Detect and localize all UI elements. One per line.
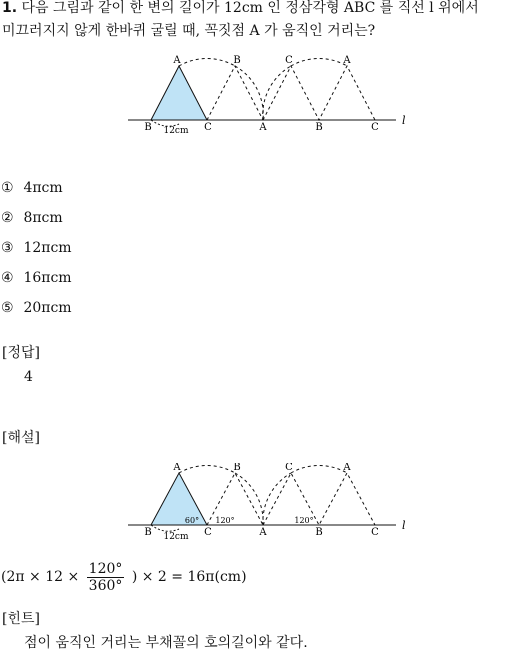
sol-bottom-c2: C [371, 527, 379, 538]
fig1-bottom-c2: C [371, 122, 379, 133]
option-1-text: 4πcm [23, 180, 63, 196]
answer-value: 4 [24, 369, 33, 385]
solution-formula [1, 557, 247, 597]
sol-top-a2: A [343, 463, 351, 473]
problem-line-2: 미끄러지지 않게 한바퀴 굴릴 때, 꼭짓점 A 가 움직인 거리는? [2, 23, 376, 39]
hint-text: 점이 움직인 거리는 부채꼴의 호의길이와 같다. [24, 635, 308, 651]
fig1-bottom-a: A [259, 122, 267, 133]
option-1[interactable] [1, 178, 63, 198]
fig1-top-a2: A [343, 55, 351, 66]
formula-suffix: ) × 2 = 16π(cm) [131, 569, 247, 585]
answer-heading: [정답] [2, 345, 40, 361]
fig1-bottom-b2: B [315, 122, 323, 133]
option-4[interactable] [1, 268, 72, 288]
dashed-triangle-2 [207, 66, 263, 120]
sol-bottom-b2: B [315, 527, 323, 538]
option-3-text: 12πcm [23, 240, 72, 256]
fig1-bottom-c1: C [204, 122, 212, 133]
fig1-bottom-b1: B [144, 122, 152, 133]
option-3-mark: ③ [1, 240, 14, 256]
sol-top-c: C [285, 463, 293, 473]
sol-top-b: B [233, 463, 241, 473]
fig1-side-length: 12cm [163, 126, 189, 136]
sol-line-l: l [402, 519, 406, 532]
hint-heading: [힌트] [2, 611, 40, 627]
option-2-text: 8πcm [23, 210, 63, 226]
problem-line-1 [2, 0, 479, 19]
angle-120-b: 120° [294, 516, 314, 525]
fig1-top-b: B [233, 55, 241, 66]
option-5-text: 20πcm [23, 300, 72, 316]
problem-text-1: 다음 그림과 같이 한 변의 길이가 12cm 인 정삼각형 ABC 를 직선 l 위에서 [21, 0, 479, 16]
sol-bottom-b1: B [144, 527, 152, 538]
arc-1 [179, 58, 235, 66]
formula-fraction [87, 561, 125, 594]
problem-number: 1. [2, 0, 18, 16]
option-2[interactable] [1, 208, 63, 228]
option-4-mark: ④ [1, 270, 14, 286]
option-2-mark: ② [1, 210, 14, 226]
option-1-mark: ① [1, 180, 14, 196]
sol-bottom-a: A [259, 527, 267, 538]
option-5-mark: ⑤ [1, 300, 14, 316]
sol-top-a1: A [173, 463, 181, 473]
sol-side-length: 12cm [163, 532, 189, 542]
angle-60: 60° [184, 516, 200, 525]
fraction-denominator: 360° [88, 577, 123, 594]
sol-side-brace [151, 525, 179, 531]
solution-figure [128, 463, 413, 547]
fig1-top-a1: A [173, 55, 181, 66]
sol-arc-1 [179, 465, 235, 473]
option-4-text: 16πcm [23, 270, 72, 286]
fig1-top-c: C [285, 55, 293, 66]
triangle-abc [151, 66, 207, 120]
sol-bottom-c1: C [204, 527, 212, 538]
solution-heading: [해설] [2, 430, 40, 446]
formula-prefix: (2π × 12 × [1, 569, 80, 585]
angle-120-a: 120° [215, 516, 235, 525]
option-3[interactable] [1, 238, 72, 258]
sol-arc-4 [291, 465, 347, 473]
fraction-numerator: 120° [88, 560, 123, 577]
option-5[interactable] [1, 298, 72, 318]
rolling-triangle-figure [128, 54, 413, 138]
arc-4 [291, 58, 347, 66]
fig1-line-l: l [402, 114, 406, 127]
